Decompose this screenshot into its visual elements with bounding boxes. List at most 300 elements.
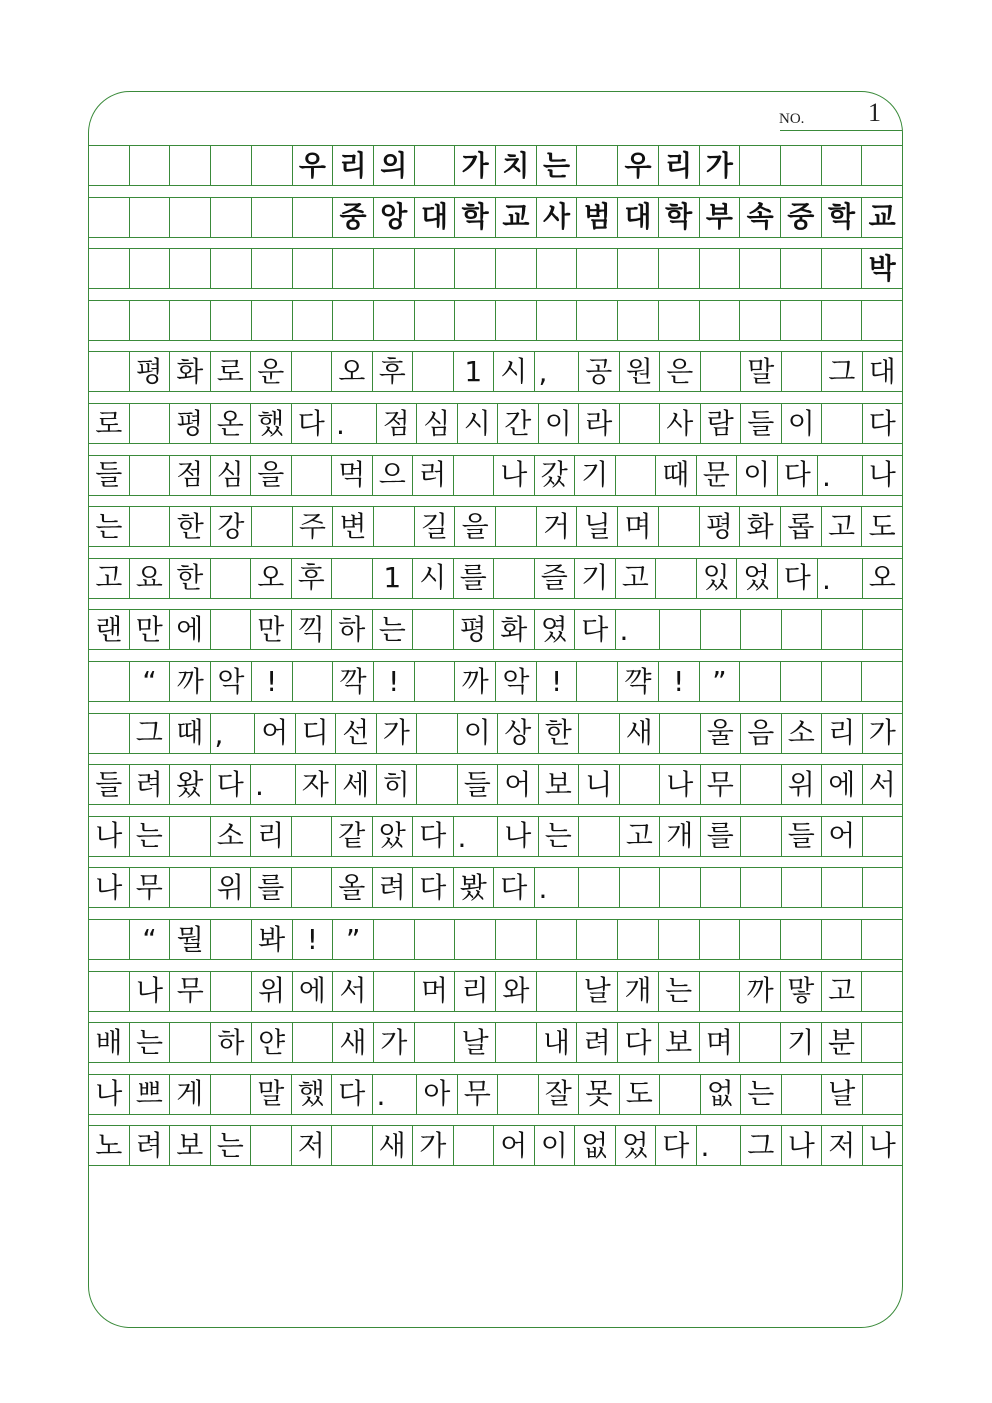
grid-cell: 평 [170,404,211,443]
grid-cell: 올 [332,868,373,907]
grid-cell [496,301,537,340]
grid-cell: 왔 [170,765,211,804]
grid-cell [374,972,415,1011]
grid-cell: . [454,817,499,856]
grid-cell [374,920,415,959]
grid-cell [211,610,252,649]
grid-cell [579,868,620,907]
grid-cell: 후 [292,559,333,598]
text-row [88,403,903,444]
grid-cell [660,868,701,907]
grid-cell [251,1126,292,1165]
grid-cell [170,868,211,907]
grid-cell: 했 [292,1075,333,1114]
grid-cell [211,559,252,598]
grid-cell: 다 [656,1126,697,1165]
grid-cell: 나 [88,817,130,856]
grid-cell [537,920,578,959]
grid-cell: 다 [413,817,454,856]
grid-cell: 롭 [781,507,822,546]
title-row [88,197,903,238]
grid-cell: 어 [255,714,296,753]
text-row [88,1125,903,1166]
grid-cell [741,817,782,856]
grid-cell: 날 [822,1075,863,1114]
grid-cell [292,352,333,391]
page-number-value: 1 [868,98,881,127]
grid-cell [577,662,618,701]
grid-cell [130,146,171,185]
grid-cell: 대 [863,352,904,391]
grid-cell: 이 [782,404,823,443]
grid-cell: 다 [211,765,252,804]
grid-cell [496,507,537,546]
grid-cell: 학 [659,198,700,237]
grid-cell [88,249,130,288]
grid-cell: 오 [863,559,904,598]
grid-cell: 부 [700,198,741,237]
grid-cell: 려 [577,1023,618,1062]
grid-cell: 울 [701,714,742,753]
grid-cell: ! [659,662,700,701]
grid-cell [252,301,293,340]
grid-cell: 고 [616,559,657,598]
grid-cell: , [211,714,256,753]
grid-cell: 앙 [374,198,415,237]
grid-cell: . [616,610,661,649]
grid-cell: 점 [377,404,418,443]
grid-cell: 맣 [781,972,822,1011]
grid-cell [332,1126,373,1165]
grid-cell [700,920,741,959]
grid-cell: 즐 [535,559,576,598]
grid-cell [741,610,782,649]
grid-cell [656,559,697,598]
grid-cell: 1 [454,352,495,391]
grid-cell [130,301,171,340]
grid-cell [659,301,700,340]
grid-cell: 를 [454,559,495,598]
grid-cell [252,146,293,185]
grid-cell: 들 [782,817,823,856]
grid-cell [415,146,456,185]
grid-cell: 한 [539,714,580,753]
grid-cell [659,920,700,959]
grid-cell: . [535,868,580,907]
grid-cell [822,610,863,649]
grid-cell: 가 [413,1126,454,1165]
text-row [88,609,903,650]
grid-cell: 시 [494,352,535,391]
grid-cell: 새 [333,1023,374,1062]
grid-cell: 범 [577,198,618,237]
grid-cell: 다 [332,1075,373,1114]
grid-cell: 우 [618,146,659,185]
grid-cell: 저 [822,1126,863,1165]
page-number-underline [780,130,902,131]
grid-cell: 는 [539,817,580,856]
grid-cell: 새 [373,1126,414,1165]
grid-cell: 봐 [252,920,293,959]
grid-cell [374,301,415,340]
grid-cell [863,1075,904,1114]
grid-cell: 온 [211,404,252,443]
grid-cell [701,352,742,391]
grid-cell [170,1023,211,1062]
grid-cell: 러 [413,456,454,495]
grid-cell [862,920,903,959]
grid-cell [170,249,211,288]
grid-cell: 있 [697,559,738,598]
grid-cell [170,198,211,237]
grid-cell: 대 [618,198,659,237]
grid-cell [374,507,415,546]
grid-cell [781,662,822,701]
grid-cell [211,249,252,288]
title-row [88,248,903,289]
text-row [88,1074,903,1115]
grid-cell [293,301,334,340]
grid-cell: 는 [659,972,700,1011]
grid-cell: 없 [701,1075,742,1114]
grid-cell: ! [252,662,293,701]
grid-cell: 변 [333,507,374,546]
grid-cell: 가 [377,714,418,753]
grid-cell: 깍 [333,662,374,701]
grid-cell: 보 [539,765,580,804]
grid-cell [618,920,659,959]
grid-cell: 로 [88,404,130,443]
grid-cell: 속 [740,198,781,237]
grid-cell: 악 [211,662,252,701]
grid-cell: 를 [701,817,742,856]
grid-cell: 었 [737,559,778,598]
grid-cell: ! [537,662,578,701]
grid-cell [415,662,456,701]
grid-cell: 서 [863,765,904,804]
text-row [88,919,903,960]
grid-cell: ” [333,920,374,959]
grid-cell [579,817,620,856]
title-row [88,300,903,341]
grid-cell [862,972,903,1011]
grid-cell: 새 [620,714,661,753]
grid-cell: 꺅 [618,662,659,701]
grid-cell: 가 [700,146,741,185]
grid-cell [415,1023,456,1062]
grid-cell [494,559,535,598]
grid-cell: 위 [782,765,823,804]
grid-cell: 이 [539,404,580,443]
grid-cell: . [373,1075,418,1114]
grid-cell [537,301,578,340]
grid-cell: 날 [577,972,618,1011]
grid-cell: 가 [455,146,496,185]
grid-cell [863,868,904,907]
grid-cell: 학 [455,198,496,237]
grid-cell: 노 [88,1126,130,1165]
grid-cell: 시 [413,559,454,598]
grid-cell: 히 [377,765,418,804]
grid-cell: 서 [333,972,374,1011]
grid-cell: 다 [575,610,616,649]
grid-cell: 무 [701,765,742,804]
grid-cell: 평 [700,507,741,546]
grid-cell: 가 [374,1023,415,1062]
grid-cell: 상 [498,714,539,753]
grid-cell [496,920,537,959]
grid-cell: 오 [332,352,373,391]
grid-cell: 고 [88,559,130,598]
grid-cell: 에 [822,765,863,804]
grid-cell: 1 [373,559,414,598]
grid-cell [537,972,578,1011]
grid-cell: 에 [293,972,334,1011]
grid-cell: 나 [782,1126,823,1165]
grid-cell: 었 [616,1126,657,1165]
grid-cell: 학 [822,198,863,237]
grid-cell [211,146,252,185]
grid-cell: 기 [575,559,616,598]
grid-cell [700,249,741,288]
grid-cell: 나 [88,868,130,907]
grid-cell: 공 [579,352,620,391]
grid-cell: 게 [170,1075,211,1114]
grid-cell: 분 [822,1023,863,1062]
grid-cell [781,301,822,340]
grid-cell: 강 [211,507,252,546]
grid-cell: 들 [88,765,130,804]
grid-cell: 얀 [252,1023,293,1062]
grid-cell [88,301,130,340]
grid-cell [130,198,171,237]
grid-cell: 때 [656,456,697,495]
grid-cell: 우 [293,146,334,185]
grid-cell [170,301,211,340]
grid-cell [577,146,618,185]
grid-cell: 했 [251,404,292,443]
grid-cell: 까 [455,662,496,701]
grid-cell: 려 [373,868,414,907]
grid-cell [659,507,700,546]
grid-cell: 을 [455,507,496,546]
grid-cell [211,301,252,340]
grid-cell: 위 [252,972,293,1011]
grid-cell: 머 [415,972,456,1011]
grid-cell: 뭘 [170,920,211,959]
grid-cell: . [818,456,863,495]
grid-cell: 거 [537,507,578,546]
grid-cell: 고 [822,972,863,1011]
grid-cell [455,249,496,288]
grid-cell: 개 [660,817,701,856]
grid-cell: 평 [454,610,495,649]
grid-cell: 의 [374,146,415,185]
grid-cell: 심 [417,404,458,443]
grid-cell [498,1075,539,1114]
grid-cell: 람 [701,404,742,443]
grid-cell [130,507,171,546]
grid-cell [417,714,458,753]
grid-cell: 나 [130,972,171,1011]
grid-cell [130,404,171,443]
grid-cell: 나 [88,1075,130,1114]
grid-cell: 소 [211,817,252,856]
grid-cell [252,507,293,546]
grid-cell: 교 [862,198,903,237]
grid-cell: 기 [575,456,616,495]
grid-cell [88,714,130,753]
grid-cell: 며 [618,507,659,546]
grid-cell [740,920,781,959]
grid-cell: 그 [822,352,863,391]
grid-cell: 아 [417,1075,458,1114]
grid-cell: 대 [415,198,456,237]
grid-cell [293,1023,334,1062]
grid-cell: 는 [373,610,414,649]
grid-cell: 았 [373,817,414,856]
grid-cell: , [535,352,580,391]
grid-cell: 는 [88,507,130,546]
grid-cell: 도 [620,1075,661,1114]
grid-cell [130,456,171,495]
grid-cell [211,972,252,1011]
grid-cell: 같 [332,817,373,856]
grid-cell [332,559,373,598]
grid-cell [454,456,495,495]
title-row [88,145,903,186]
grid-cell [660,1075,701,1114]
grid-cell: 를 [251,868,292,907]
grid-cell [700,972,741,1011]
grid-cell [211,1075,252,1114]
grid-cell: 어 [822,817,863,856]
grid-cell: 는 [741,1075,782,1114]
grid-cell [782,868,823,907]
grid-cell [781,146,822,185]
grid-cell [660,610,701,649]
grid-cell [292,817,333,856]
grid-cell [822,868,863,907]
grid-cell: 자 [296,765,337,804]
grid-cell: 무 [458,1075,499,1114]
grid-cell: ! [374,662,415,701]
grid-cell: 는 [130,817,171,856]
grid-cell [620,404,661,443]
grid-cell [620,765,661,804]
grid-cell: 이 [535,1126,576,1165]
grid-cell: 리 [822,714,863,753]
grid-cell: ” [700,662,741,701]
grid-cell: 원 [620,352,661,391]
grid-cell [781,920,822,959]
grid-cell: 잘 [539,1075,580,1114]
grid-cell [88,972,130,1011]
grid-cell: 나 [660,765,701,804]
grid-cell [211,920,252,959]
grid-cell: 보 [659,1023,700,1062]
grid-cell: 말 [251,1075,292,1114]
grid-cell: 는 [537,146,578,185]
grid-cell: 니 [579,765,620,804]
grid-cell: 는 [211,1126,252,1165]
grid-cell: 가 [863,714,904,753]
grid-cell: 고 [620,817,661,856]
grid-cell: 오 [251,559,292,598]
grid-cell: . [818,559,863,598]
grid-cell: 다 [494,868,535,907]
grid-cell: 요 [130,559,171,598]
grid-cell [252,249,293,288]
text-row [88,1022,903,1063]
grid-cell: 리 [333,146,374,185]
grid-cell: . [251,765,296,804]
grid-cell [740,301,781,340]
grid-cell [293,198,334,237]
grid-cell: 다 [778,456,819,495]
grid-cell: 치 [496,146,537,185]
grid-cell [293,249,334,288]
grid-cell: 다 [863,404,904,443]
grid-cell: 는 [130,1023,171,1062]
grid-cell [577,249,618,288]
grid-cell: 까 [740,972,781,1011]
grid-cell: 교 [496,198,537,237]
grid-cell: 무 [130,868,171,907]
grid-cell [413,352,454,391]
grid-cell [88,920,130,959]
grid-cell [577,301,618,340]
grid-cell: 사 [660,404,701,443]
grid-cell: 리 [251,817,292,856]
text-row [88,816,903,857]
grid-cell [660,714,701,753]
text-row [88,351,903,392]
grid-cell: 간 [498,404,539,443]
grid-cell [88,146,130,185]
grid-cell [252,198,293,237]
grid-cell: 하 [332,610,373,649]
grid-cell [292,868,333,907]
grid-cell: 와 [496,972,537,1011]
grid-cell [659,249,700,288]
grid-cell: 그 [130,714,171,753]
grid-cell [701,610,742,649]
grid-cell [620,868,661,907]
grid-cell: 이 [737,456,778,495]
grid-cell: 다 [618,1023,659,1062]
grid-cell: 배 [88,1023,130,1062]
grid-cell [822,249,863,288]
grid-cell [863,610,904,649]
grid-cell: 문 [697,456,738,495]
grid-cell: 소 [782,714,823,753]
grid-cell [862,662,903,701]
grid-cell: . [697,1126,742,1165]
grid-cell: 주 [293,507,334,546]
grid-cell [88,662,130,701]
grid-cell: 디 [296,714,337,753]
grid-cell [88,198,130,237]
grid-cell [130,249,171,288]
text-row [88,867,903,908]
grid-cell [496,1023,537,1062]
grid-cell [618,301,659,340]
grid-cell [822,146,863,185]
grid-cell: 나 [494,456,535,495]
grid-cell: 평 [130,352,171,391]
grid-cell [170,817,211,856]
